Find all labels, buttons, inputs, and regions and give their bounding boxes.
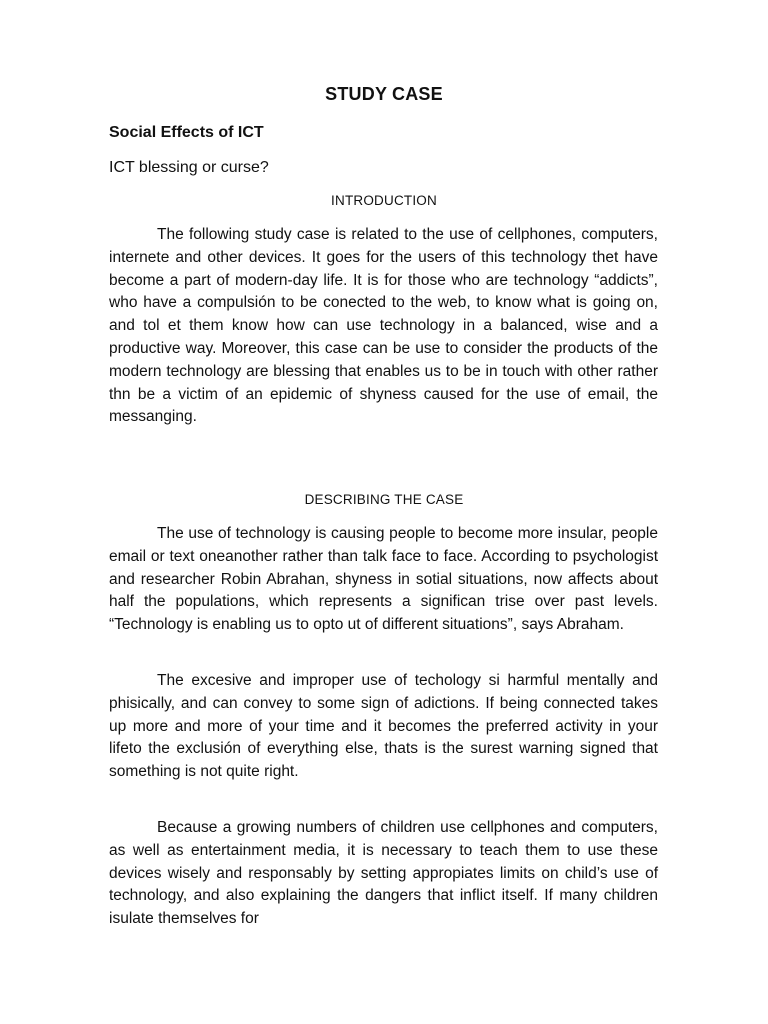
document-subtitle: Social Effects of ICT <box>109 124 264 141</box>
section-heading-introduction: INTRODUCTION <box>331 193 437 208</box>
case-paragraph-3: Because a growing numbers of children use cellphones and computers, as well as entertainment media, it is necessary to teach them to use these devices wisely and responsably by setting appropiates limits on child’s use of technology, and also explaining the dangers that inflict itself. If many children isulate themselves for <box>109 819 658 928</box>
document-title: STUDY CASE <box>325 84 443 104</box>
case-paragraph-1: The use of technology is causing people to become more insular, people email or text oneanother rather than talk face to face. According to psychologist and researcher Robin Abrahan, shyness in sotial situations, now affects about half the populations, which represents a significan trise over past levels. “Technology is enabling us to opto ut of different situations”, says Abraham. <box>109 525 658 634</box>
section-heading-describing-the-case: DESCRIBING THE CASE <box>304 492 464 507</box>
case-paragraph-2: The excesive and improper use of techology si harmful mentally and phisically, and can convey to some sign of adictions. If being connected takes up more and more of your time and it becomes the preferred activity in your lifeto the exclusión of everything else, thats is the surest warning signed that something is not quite right. <box>109 672 658 781</box>
document-question: ICT blessing or curse? <box>109 159 269 176</box>
introduction-paragraph: The following study case is related to the use of cellphones, computers, internete and other devices. It goes for the users of this technology thet have become a part of modern-day life. It is for those who are technology “addicts”, who have a compulsión to be conected to the web, to know what is going on, and tol et them know how can use technology in a balanced, wise and a productive way. Moreover, this case can be use to consider the products of the modern technology are blessing that enables us to be in touch with other rather thn be a victim of an epidemic of shyness caused for the use of email, the messanging. <box>109 226 658 426</box>
